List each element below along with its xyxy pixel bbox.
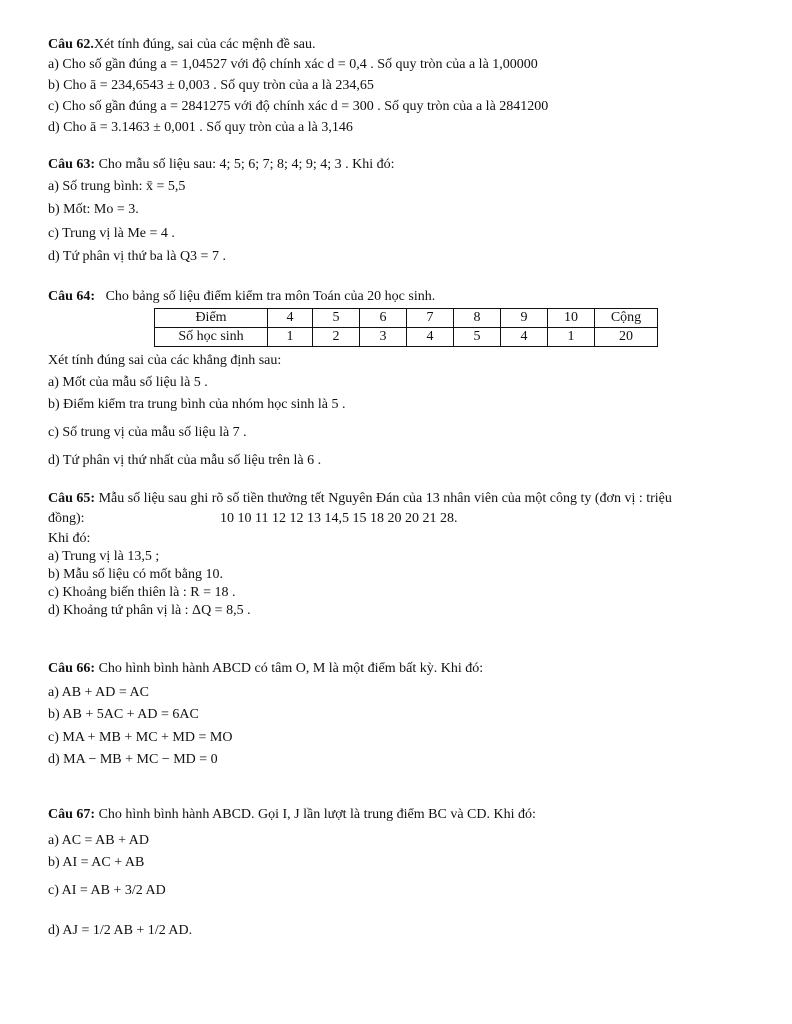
table-cell: 5 [313,309,360,328]
q63-title-line [48,156,395,174]
q67-option-a: a) AC = AB + AD [48,833,149,848]
table-row [155,309,658,328]
q65-title-line [48,490,672,508]
q62-title-line [48,36,316,54]
table-cell: 4 [268,309,313,328]
table-cell: Điểm [155,309,268,328]
score-table [154,308,658,347]
table-cell: 1 [548,328,595,347]
table-cell: 4 [501,328,548,347]
q65-option-d: d) Khoảng tứ phân vị là : ΔQ = 8,5 . [48,603,251,618]
table-cell: 10 [548,309,595,328]
q62-title: Xét tính đúng, sai của các mệnh đề sau. [93,37,316,52]
q64-option-d: d) Tứ phân vị thứ nhất của mẫu số liệu trên là 6 . [48,453,322,468]
table-cell: 3 [360,328,407,347]
q66-option-a: a) AB + AD = AC [48,685,149,700]
table-cell: 1 [268,328,313,347]
q65-option-c: c) Khoảng biến thiên là : R = 18 . [48,585,236,600]
q65-title2: đồng): [48,511,85,526]
q65-head: Câu 65: [48,491,96,506]
q65-option-b: b) Mẫu số liệu có mốt bằng 10. [48,567,223,582]
table-cell: 5 [454,328,501,347]
q65-data: 10 10 11 12 12 13 14,5 15 18 20 20 21 28. [220,511,458,526]
q62-option-d: d) Cho ā = 3.1463 ± 0,001 . Số quy tròn của a là 3,146 [48,120,353,135]
q64-intro: Xét tính đúng sai của các khẳng định sau: [48,353,282,368]
q66-title-line [48,660,483,678]
q65-intro: Khi đó: [48,531,91,546]
q65-title: Mẫu số liệu sau ghi rõ số tiền thưởng tết Nguyên Đán của 13 nhân viên của một công ty (đơn vị : triệu [98,491,672,506]
q66-title: Cho hình bình hành ABCD có tâm O, M là một điểm bất kỳ. Khi đó: [98,661,484,676]
q66-option-d: d) MA − MB + MC − MD = 0 [48,752,218,767]
table-cell: 6 [360,309,407,328]
q67-title-line [48,806,536,824]
table-cell: 7 [407,309,454,328]
q64-title: Cho bảng số liệu điểm kiểm tra môn Toán của 20 học sinh. [105,289,436,304]
q64-option-a: a) Mốt của mẫu số liệu là 5 . [48,375,208,390]
q67-title: Cho hình bình hành ABCD. Gọi I, J lần lượt là trung điểm BC và CD. Khi đó: [98,807,536,822]
table-cell: Số học sinh [155,328,268,347]
q62-option-a: a) Cho số gần đúng a = 1,04527 với độ chính xác d = 0,4 . Số quy tròn của a là 1,00000 [48,57,538,72]
q63-option-b: b) Mốt: Mo = 3. [48,202,139,217]
table-cell: 20 [595,328,658,347]
q66-option-c: c) MA + MB + MC + MD = MO [48,730,233,745]
table-cell: 4 [407,328,454,347]
q64-title-line [48,288,435,306]
q63-option-c: c) Trung vị là Me = 4 . [48,226,175,241]
q66-option-b: b) AB + 5AC + AD = 6AC [48,707,199,722]
table-cell: 2 [313,328,360,347]
q67-option-d: d) AJ = 1/2 AB + 1/2 AD. [48,923,193,938]
table-row [155,328,658,347]
table-cell: 9 [501,309,548,328]
q66-head: Câu 66: [48,661,96,676]
q62-option-b: b) Cho ā = 234,6543 ± 0,003 . Số quy tròn của a là 234,65 [48,78,374,93]
table-cell: 8 [454,309,501,328]
q67-option-b: b) AI = AC + AB [48,855,145,870]
q63-head: Câu 63: [48,157,96,172]
q64-option-b: b) Điểm kiểm tra trung bình của nhóm học sinh là 5 . [48,397,346,412]
table-cell: Cộng [595,309,658,328]
q63-title: Cho mẫu số liệu sau: 4; 5; 6; 7; 8; 4; 9; 4; 3 . Khi đó: [98,157,395,172]
q67-head: Câu 67: [48,807,96,822]
q62-head: Câu 62. [48,37,94,52]
q63-option-a: a) Số trung bình: x̄ = 5,5 [48,179,186,194]
q62-option-c: c) Cho số gần đúng a = 2841275 với độ chính xác d = 300 . Số quy tròn của a là 2841200 [48,99,549,114]
q65-title-line2 [48,510,458,528]
q64-head: Câu 64: [48,289,96,304]
q67-option-c: c) AI = AB + 3/2 AD [48,883,166,898]
q65-option-a: a) Trung vị là 13,5 ; [48,549,160,564]
q63-option-d: d) Tứ phân vị thứ ba là Q3 = 7 . [48,249,226,264]
q64-option-c: c) Số trung vị của mẫu số liệu là 7 . [48,425,247,440]
